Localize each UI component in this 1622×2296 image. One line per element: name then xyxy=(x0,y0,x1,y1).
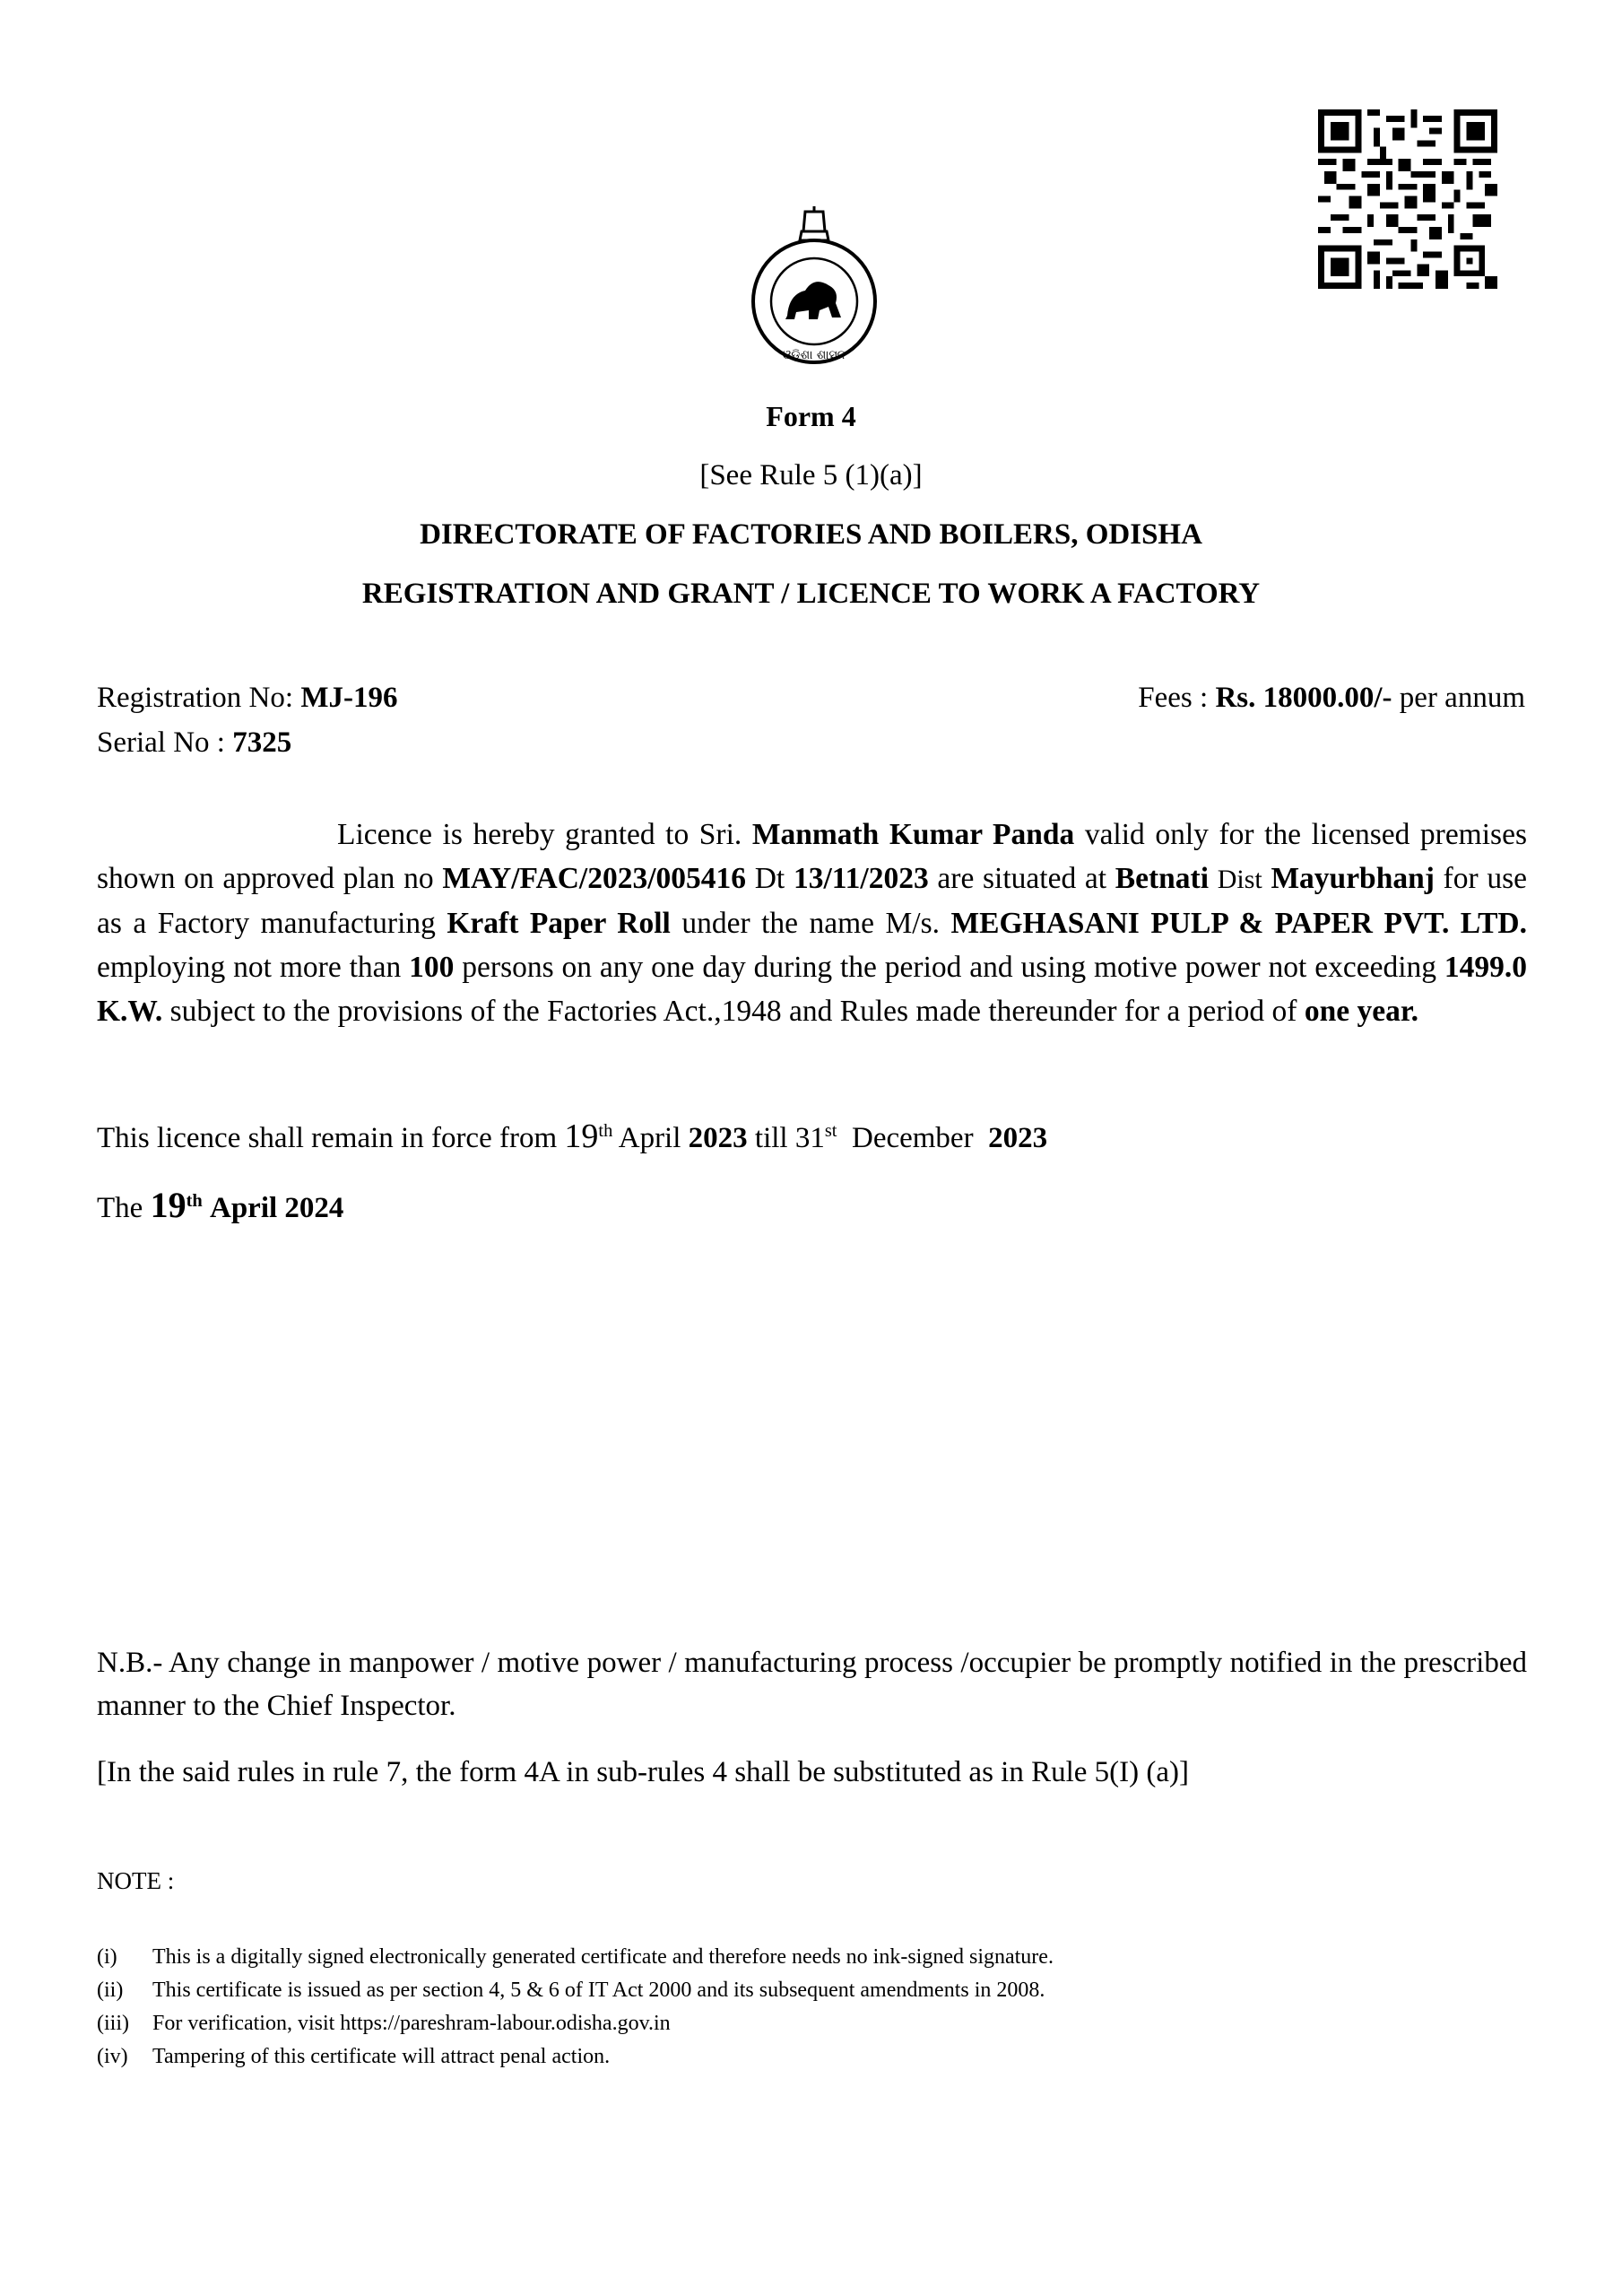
notes-list xyxy=(97,1941,1054,2074)
note-heading: NOTE : xyxy=(97,1867,175,1894)
fees-suffix: per annum xyxy=(1399,682,1525,714)
licensee-name: Manmath Kumar Panda xyxy=(751,818,1075,851)
issue-date: The 19th April 2024 xyxy=(97,1185,344,1225)
plan-date: 13/11/2023 xyxy=(793,862,929,895)
district: Mayurbhanj xyxy=(1271,862,1435,895)
licence-paragraph: Licence is hereby granted to Sri. Manmath Kumar Panda valid only for the licensed premises shown on approved plan no MAY/FAC/2023/005416 Dt 13/11/2023 are situated at Betnati Dist Mayurbhanj for use as a Factory manufacturing Kraft Paper Roll under the name M/s. MEGHASANI PULP & PAPER PVT. LTD. employing not more than 100 persons on any one day during the period and using motive power not exceeding 1499.0 K.W. subject to the provisions of the Factories Act.,1948 and Rules made thereunder for a period of one year. xyxy=(97,818,1528,1028)
serial-number xyxy=(97,726,291,760)
product: Kraft Paper Roll xyxy=(447,907,671,940)
amendment-note: [In the said rules in rule 7, the form 4A in sub-rules 4 shall be substituted as in Rule 5(I) (a)] xyxy=(97,1756,1189,1788)
note-item: (iv) Tampering of this certificate will attract penal action. xyxy=(97,2045,611,2068)
qr-code xyxy=(1318,109,1497,289)
fees-label: Fees : xyxy=(1138,682,1209,714)
odisha-emblem xyxy=(742,204,886,375)
validity-line: This licence shall remain in force from 19th April 2023 till 31st December 2023 xyxy=(97,1118,1048,1155)
plan-number: MAY/FAC/2023/005416 xyxy=(442,862,747,895)
power-limit: 1499.0 K.W. xyxy=(97,951,1528,1028)
company-name: MEGHASANI PULP & PAPER PVT. LTD. xyxy=(950,907,1527,940)
licence-period: one year. xyxy=(1304,995,1419,1028)
registration-title: REGISTRATION AND GRANT / LICENCE TO WORK A FACTORY xyxy=(361,578,1261,610)
rule-reference: [See Rule 5 (1)(a)] xyxy=(699,459,923,491)
note-item: (i) This is a digitally signed electronically generated certificate and therefore needs no ink-signed signature. xyxy=(97,1945,1054,1969)
note-item: (iii) For verification, visit https://pareshram-labour.odisha.gov.in xyxy=(97,2012,671,2035)
registration-value: MJ-196 xyxy=(300,682,398,714)
registration-label: Registration No: xyxy=(97,682,294,714)
nb-notice: N.B.- Any change in manpower / motive power / manufacturing process /occupier be promptly notified in the prescribed manner to the Chief Inspector. xyxy=(97,1647,1527,1722)
note-item: (ii) This certificate is issued as per section 4, 5 & 6 of IT Act 2000 and its subsequent amendments in 2008. xyxy=(97,1979,1045,2002)
persons-limit: 100 xyxy=(409,951,455,984)
serial-label: Serial No : xyxy=(97,726,225,759)
serial-value: 7325 xyxy=(232,726,292,759)
place: Betnati xyxy=(1115,862,1210,895)
emblem-text: ଓଡ଼ିଶା ଶାସନ xyxy=(782,348,846,362)
directorate-title: DIRECTORATE OF FACTORIES AND BOILERS, ODISHA xyxy=(420,518,1202,551)
fees xyxy=(1138,682,1525,715)
fees-value: Rs. 18000.00/- xyxy=(1215,682,1392,714)
form-title: Form 4 xyxy=(766,400,856,432)
registration-number xyxy=(97,682,397,715)
